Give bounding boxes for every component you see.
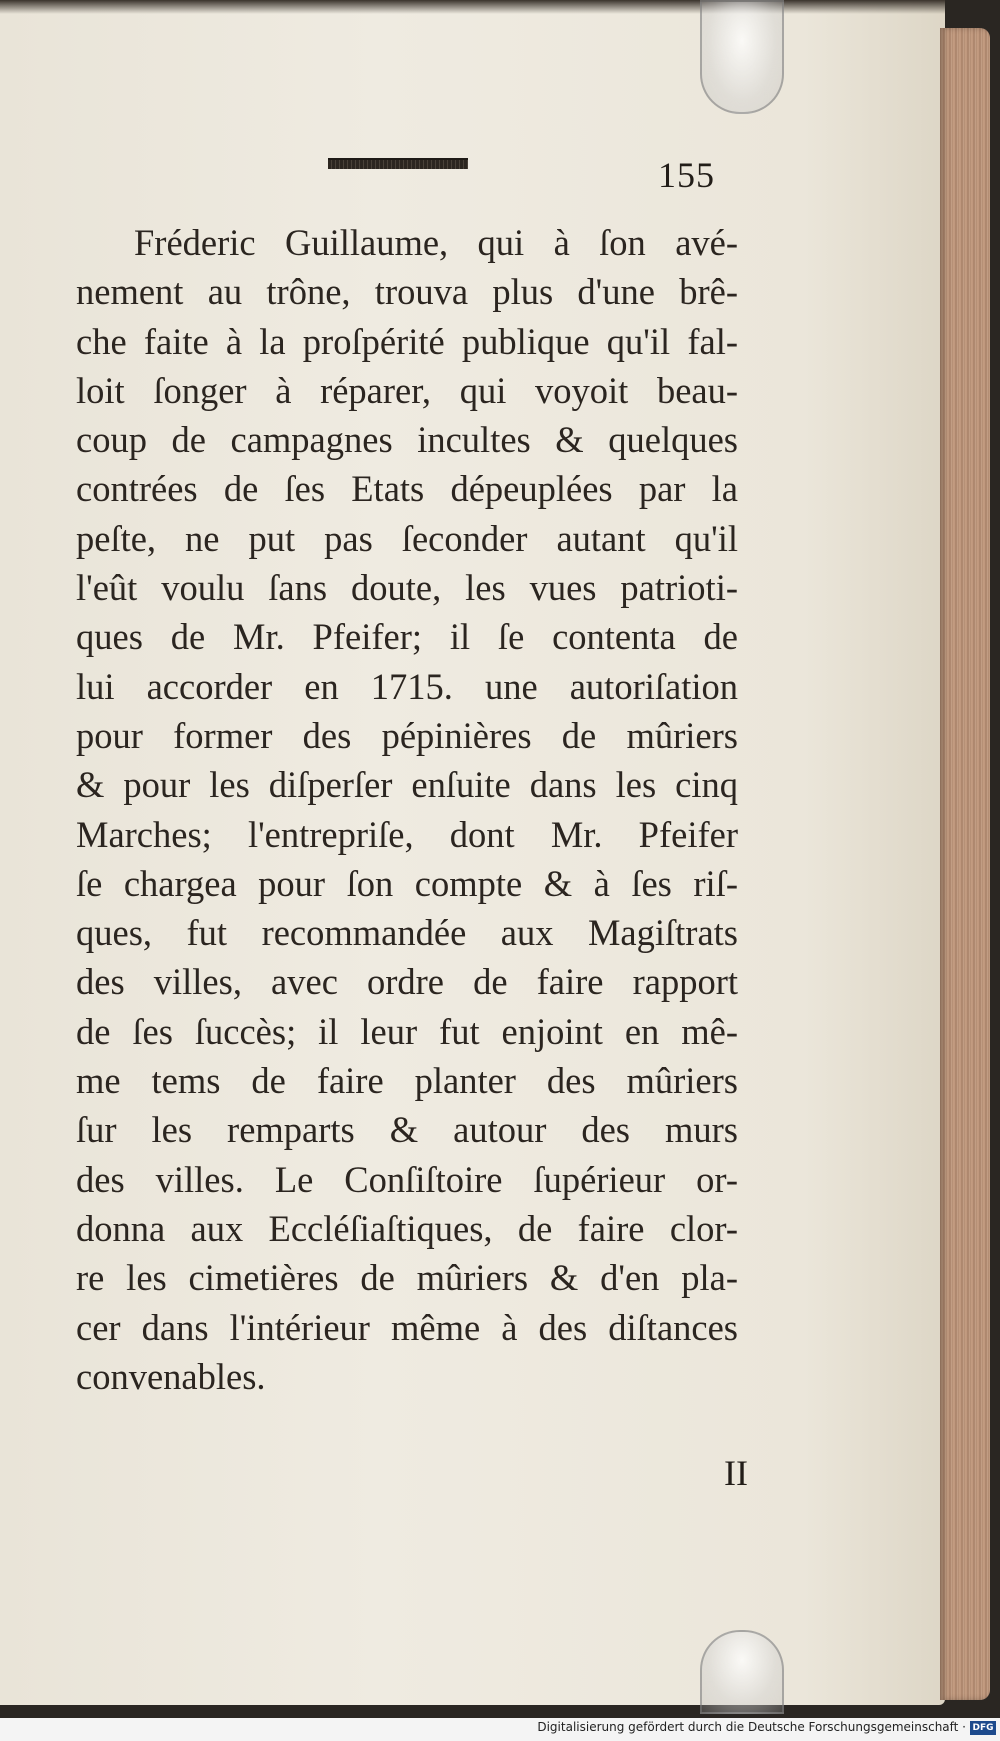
text-line: l'eût voulu ſans doute, les vues patrioti- [76, 567, 738, 609]
text-line: Marches; l'entrepriſe, dont Mr. Pfeifer [76, 813, 738, 855]
text-line: ques de Mr. Pfeifer; il ſe contenta de [76, 616, 738, 658]
footer-credit: Digitalisierung gefördert durch die Deutsche Forschungsgemeinschaft · [537, 1720, 966, 1734]
page-top-shadow [0, 0, 945, 14]
page-number: 155 [658, 155, 715, 195]
text-line: lui accorder en 1715. une autoriſation [76, 665, 738, 707]
header-ornament-rule [328, 158, 468, 169]
text-line: nement au trône, trouva plus d'une brê- [76, 271, 738, 313]
text-line: loit ſonger à réparer, qui voyoit beau- [76, 369, 738, 411]
text-line: re les cimetières de mûriers & d'en pla- [76, 1257, 738, 1299]
text-line: cer dans l'intérieur même à des diſtances [76, 1306, 738, 1348]
page-clip-top [700, 0, 784, 114]
text-line: & pour les diſperſer enſuite dans les cinq [76, 764, 738, 806]
text-line: coup de campagnes incultes & quelques [76, 419, 738, 461]
body-text [76, 218, 738, 1401]
dfg-logo: DFG [970, 1721, 996, 1735]
text-line: des villes, avec ordre de faire rapport [76, 961, 738, 1003]
text-line: donna aux Eccléſiaſtiques, de faire clor- [76, 1207, 738, 1249]
catchword: II [724, 1453, 748, 1493]
text-line: de ſes ſuccès; il leur fut enjoint en mê- [76, 1010, 738, 1052]
text-line: che faite à la proſpérité publique qu'il fal- [76, 320, 738, 362]
book-fore-edge [940, 28, 990, 1700]
text-line: ſur les remparts & autour des murs [76, 1109, 738, 1151]
text-line: Fréderic Guillaume, qui à ſon avé- [134, 222, 738, 263]
text-line: contrées de ſes Etats dépeuplées par la [76, 468, 738, 510]
text-line: ſe chargea pour ſon compte & à ſes riſ- [76, 862, 738, 904]
text-line: ques, fut recommandée aux Magiſtrats [76, 912, 738, 954]
text-line: peſte, ne put pas ſeconder autant qu'il [76, 517, 738, 559]
text-line: convenables. [76, 1355, 266, 1397]
page-clip-bottom [700, 1630, 784, 1714]
text-line: pour former des pépinières de mûriers [76, 714, 738, 756]
text-line: me tems de faire planter des mûriers [76, 1060, 738, 1102]
text-line: des villes. Le Conſiſtoire ſupérieur or- [76, 1158, 738, 1200]
